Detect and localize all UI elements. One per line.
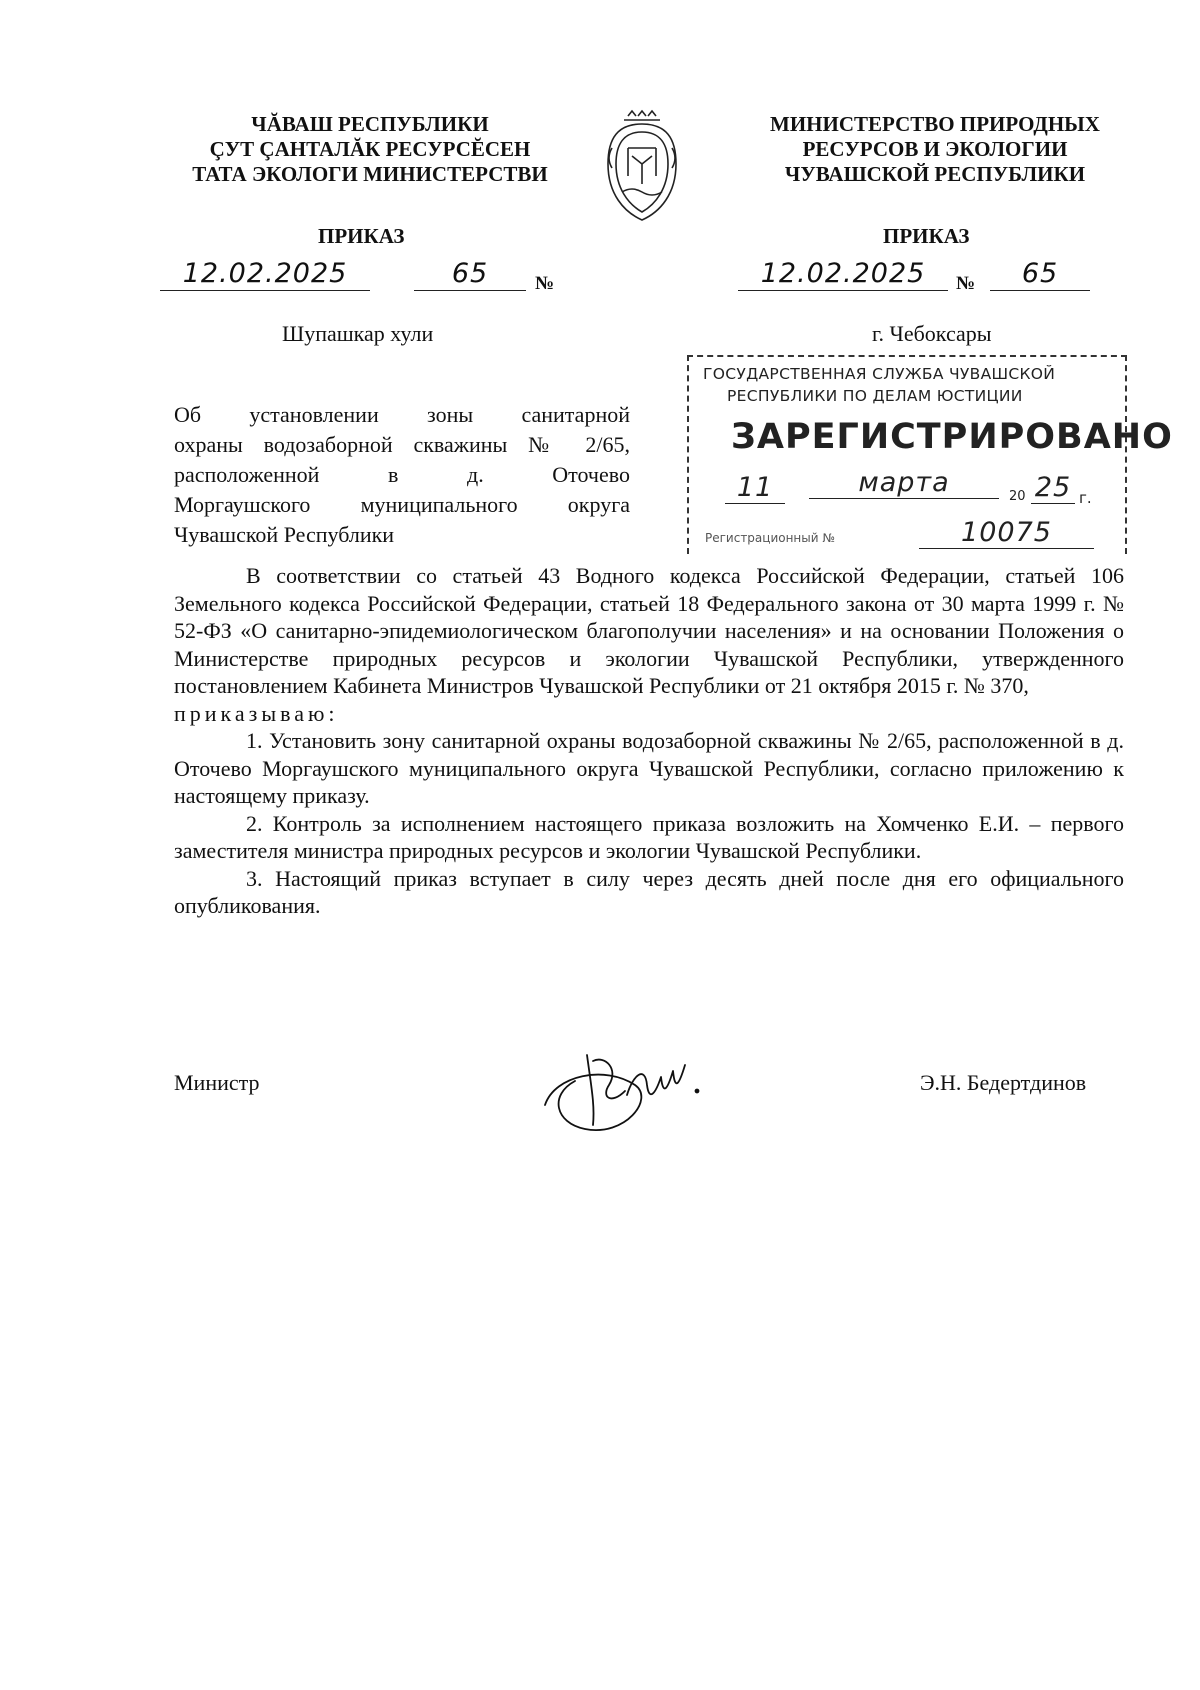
stamp-year: 25 (1031, 472, 1075, 504)
title-line-1: Об установлении зоны санитарной (174, 402, 630, 427)
city-right: г. Чебоксары (872, 321, 992, 346)
document-title (174, 400, 630, 550)
body-item-3: 3. Настоящий приказ вступает в силу через десять дней после дня его официального опубликования. (174, 865, 1124, 918)
body-item-2: 2. Контроль за исполнением настоящего приказа возложить на Хомченко Е.И. – первого заместителя министра природных ресурсов и экологии Чувашской Республики. (174, 810, 1124, 863)
order-label-left: ПРИКАЗ (318, 224, 405, 248)
stamp-year-suffix: г. (1079, 489, 1092, 507)
header-right-block (740, 112, 1130, 187)
coat-of-arms-icon (598, 108, 686, 226)
number-sign-right: № (956, 273, 976, 294)
order-number-left: 65 (414, 258, 526, 291)
title-line-3: расположенной в д. Оточево (174, 462, 630, 487)
stamp-registered: ЗАРЕГИСТРИРОВАНО (731, 417, 1173, 457)
order-number-right: 65 (990, 258, 1090, 291)
body-item-1: 1. Установить зону санитарной охраны водозаборной скважины № 2/65, расположенной в д. Оточево Моргаушского муниципального округа Чувашской Республики, согласно приложению к настоящему приказу. (174, 728, 1124, 808)
title-line-2: охраны водозаборной скважины № 2/65, (174, 432, 630, 457)
registration-stamp (687, 355, 1173, 554)
stamp-century: 20 (1009, 489, 1026, 504)
stamp-line-2: РЕСПУБЛИКИ ПО ДЕЛАМ ЮСТИЦИИ (727, 387, 1023, 405)
order-date-right: 12.02.2025 (738, 258, 948, 291)
signatory-name: Э.Н. Бедертдинов (920, 1070, 1087, 1095)
header-right-line-1: МИНИСТЕРСТВО ПРИРОДНЫХ (770, 112, 1100, 136)
city-left: Шупашкар хули (282, 321, 434, 346)
header-left-line-3: ТАТА ЭКОЛОГИ МИНИСТЕРСТВИ (192, 162, 548, 186)
stamp-line-1: ГОСУДАРСТВЕННАЯ СЛУЖБА ЧУВАШСКОЙ (703, 365, 1056, 383)
body-order-word (174, 700, 1124, 728)
header-right-line-3: ЧУВАШСКОЙ РЕСПУБЛИКИ (784, 162, 1086, 186)
signatory-role: Министр (174, 1070, 260, 1095)
stamp-regno-label: Регистрационный № (705, 531, 835, 545)
document-body (174, 562, 1124, 920)
stamp-day: 11 (725, 472, 785, 504)
handwritten-signature-icon (535, 1025, 705, 1145)
header-right-line-2: РЕСУРСОВ И ЭКОЛОГИИ (802, 137, 1068, 161)
number-sign-left: № (535, 273, 555, 294)
body-intro: В соответствии со статьей 43 Водного кодекса Российской Федерации, статьей 106 Земельного кодекса Российской Федерации, статьей 18 Федерального закона от 30 марта 1999 г. № 52-ФЗ «О санитарно-эпидемиологическом благополучии населения» и на основании Положения о Министерстве природных ресурсов и экологии Чувашской Республики, утвержденного постановлением Кабинета Министров Чувашской Республики от 21 октября 2015 г. № 370, (174, 563, 1124, 698)
order-label-right: ПРИКАЗ (883, 224, 970, 248)
title-line-4: Моргаушского муниципального округа (174, 492, 630, 517)
stamp-regno: 10075 (919, 517, 1094, 549)
order-date-left: 12.02.2025 (160, 258, 370, 291)
order-word: приказываю: (174, 700, 339, 726)
title-line-5: Чувашской Республики (174, 522, 395, 547)
header-left-block (160, 112, 580, 187)
stamp-month: марта (809, 467, 999, 499)
header-left-line-1: ЧĂВАШ РЕСПУБЛИКИ (251, 112, 489, 136)
header-left-line-2: ÇУТ ÇАНТАЛĂК РЕСУРСĔСЕН (209, 137, 531, 161)
